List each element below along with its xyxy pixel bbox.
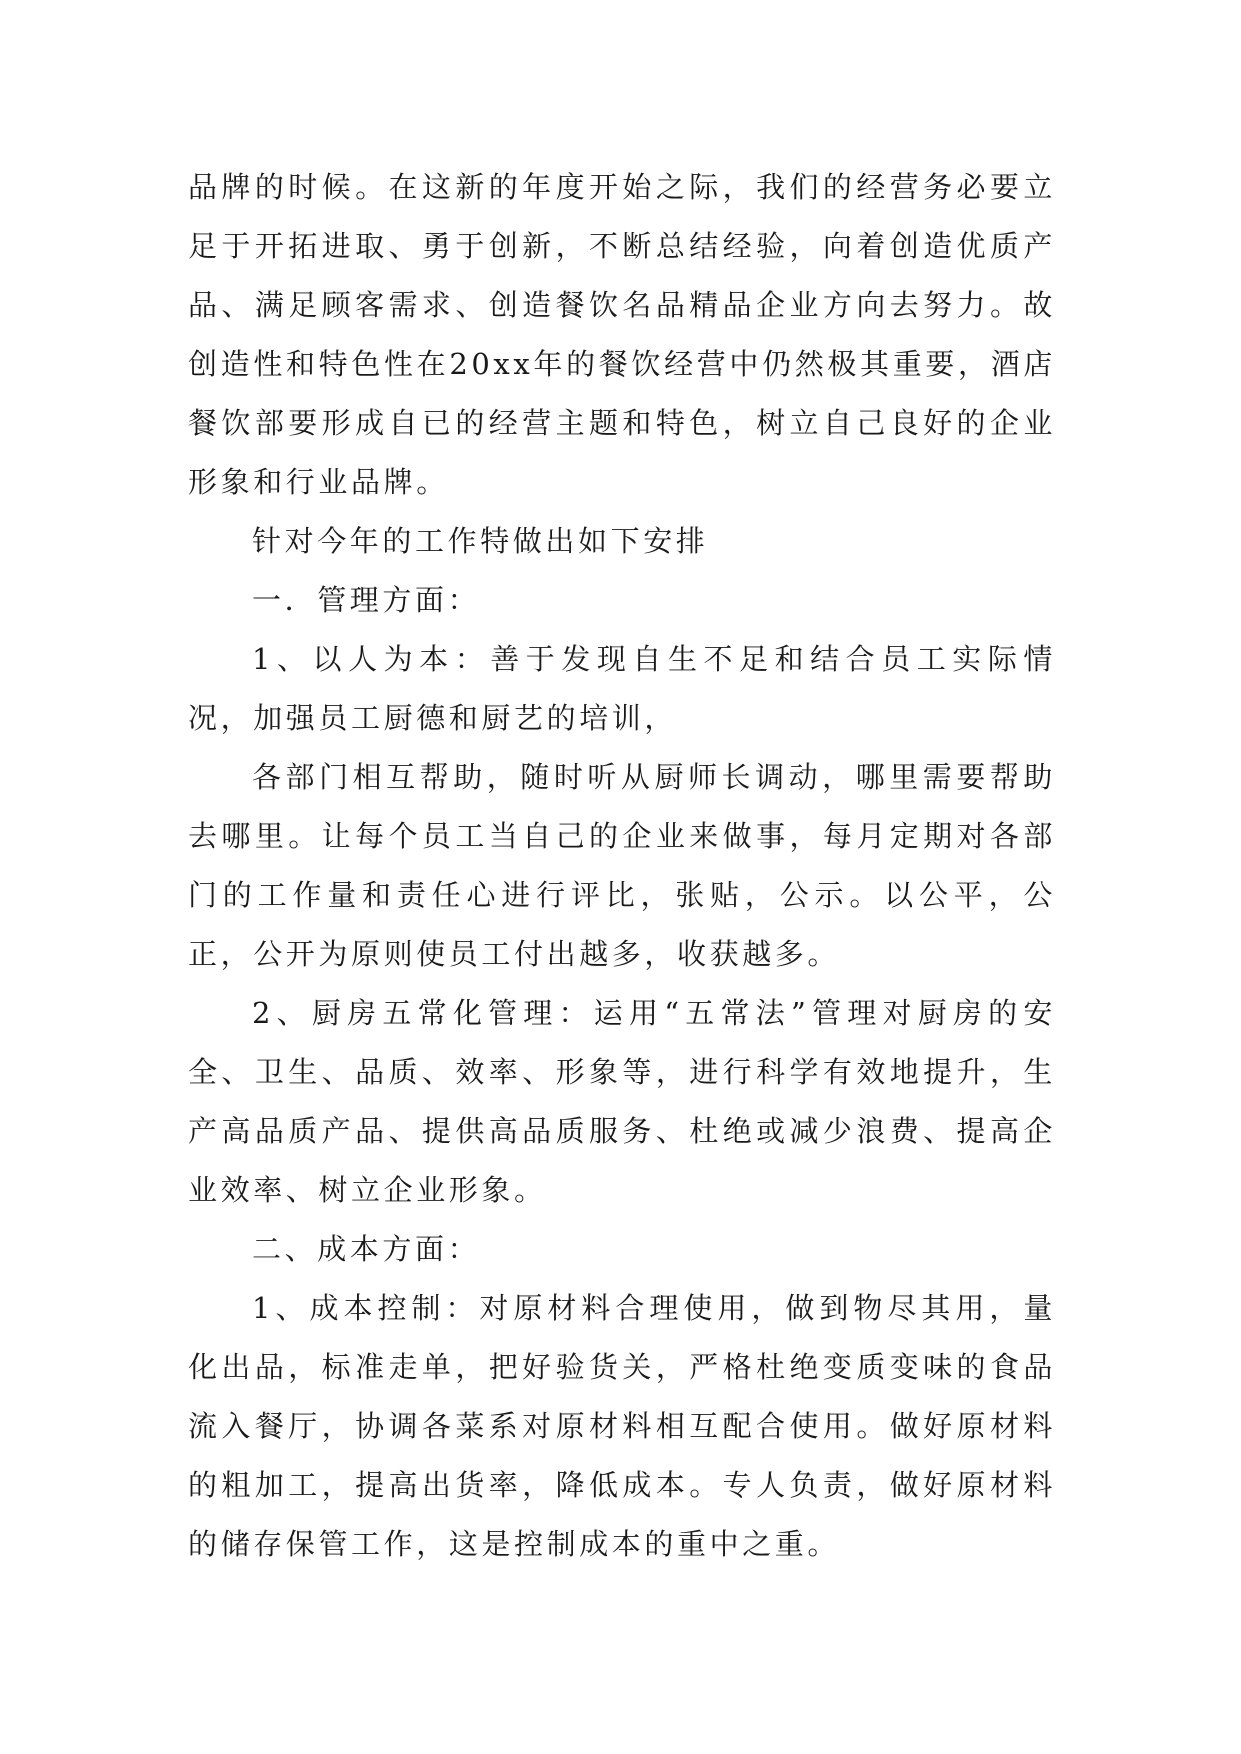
paragraph-people-oriented: 1、以人为本：善于发现自生不足和结合员工实际情况，加强员工厨德和厨艺的培训， xyxy=(188,642,1056,735)
paragraph-brand-intro: 品牌的时候。在这新的年度开始之际，我们的经营务必要立足于开拓进取、勇于创新，不断总结经验，向着创造优质产品、满足顾客需求、创造餐饮名品精品企业方向去努力。故创造性和特色性在20xx年的餐饮经营中仍然极其重要，酒店餐饮部要形成自已的经营主题和特色，树立自己良好的企业形象和行业品牌。 xyxy=(188,170,1056,499)
paragraph-arrangement-intro: 针对今年的工作特做出如下安排 xyxy=(252,524,709,558)
paragraph-department-cooperation: 各部门相互帮助，随时听从厨师长调动，哪里需要帮助去哪里。让每个员工当自己的企业来做事，每月定期对各部门的工作量和责任心进行评比，张贴，公示。以公平，公正，公开为原则使员工付出越多，收获越多。 xyxy=(188,760,1056,971)
paragraph-kitchen-five-s: 2、厨房五常化管理：运用“五常法”管理对厨房的安全、卫生、品质、效率、形象等，进行科学有效地提升，生产高品质产品、提供高品质服务、杜绝或减少浪费、提高企业效率、树立企业形象。 xyxy=(188,996,1056,1207)
heading-cost: 二、成本方面： xyxy=(252,1232,481,1266)
paragraph-cost-control: 1、成本控制：对原材料合理使用，做到物尽其用，量化出品，标准走单，把好验货关，严格杜绝变质变味的食品流入餐厅，协调各菜系对原材料相互配合使用。做好原材料的粗加工，提高出货率，降低成本。专人负责，做好原材料的储存保管工作，这是控制成本的重中之重。 xyxy=(188,1291,1056,1561)
heading-management: 一．管理方面： xyxy=(252,583,481,617)
document-body xyxy=(188,158,1056,1574)
